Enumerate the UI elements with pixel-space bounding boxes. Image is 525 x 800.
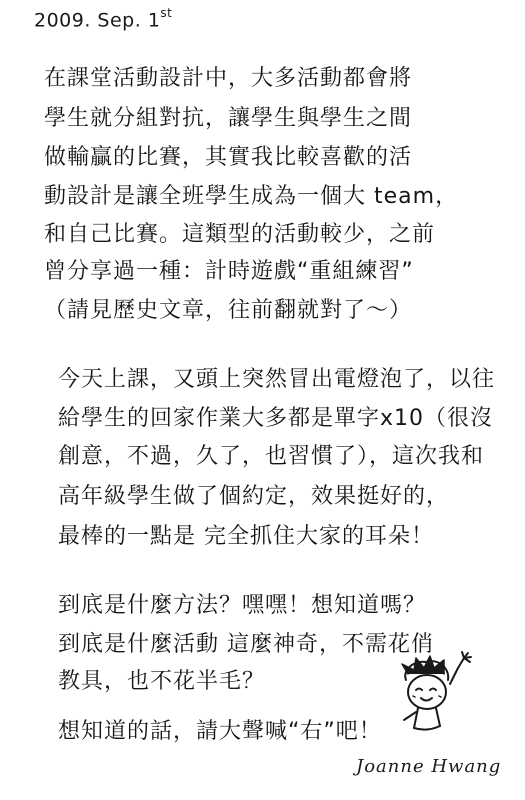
paragraph-2-line-4: 高年級學生做了個約定，效果挺好的， (58, 484, 450, 509)
paragraph-1-line-7: （請見歷史文章，往前翻就對了～） (44, 298, 413, 323)
entry-date-suffix: st (160, 6, 173, 20)
paragraph-2-line-3: 創意，不過，久了，也習慣了），這次我和 (58, 444, 485, 469)
paragraph-1-line-2: 學生就分組對抗，讓學生與學生之間 (44, 106, 413, 131)
paragraph-2-line-2: 給學生的回家作業大多都是單字x10（很沒 (58, 406, 494, 431)
paragraph-1-line-3: 做輸贏的比賽，其實我比較喜歡的活 (44, 145, 413, 170)
paragraph-3-line-3: 教具，也不花半毛？ (58, 669, 266, 694)
entry-date (34, 8, 172, 31)
paragraph-3-line-2: 到底是什麼活動 這麼神奇，不需花俏 (58, 632, 434, 657)
paragraph-1-line-5: 和自己比賽。這類型的活動較少，之前 (44, 222, 436, 247)
paragraph-1-line-1: 在課堂活動設計中，大多活動都會將 (44, 66, 413, 91)
paragraph-2-line-1: 今天上課，又頭上突然冒出電燈泡了，以往 (58, 367, 496, 392)
entry-date-main: 2009. Sep. 1 (34, 9, 161, 32)
paragraph-3-line-1: 到底是什麼方法？嘿嘿！想知道嗎？ (58, 593, 427, 618)
paragraph-4-line-1: 想知道的話，請大聲喊“右”吧！ (58, 719, 382, 744)
paragraph-1-line-4: 動設計是讓全班學生成為一個大 team， (44, 184, 459, 209)
signature: Joanne Hwang (356, 756, 502, 777)
waving-girl-icon (392, 650, 487, 744)
paragraph-2-line-5: 最棒的一點是 完全抓住大家的耳朵！ (58, 524, 434, 549)
paragraph-1-line-6: 曾分享過一種：計時遊戲“重組練習” (44, 259, 414, 284)
